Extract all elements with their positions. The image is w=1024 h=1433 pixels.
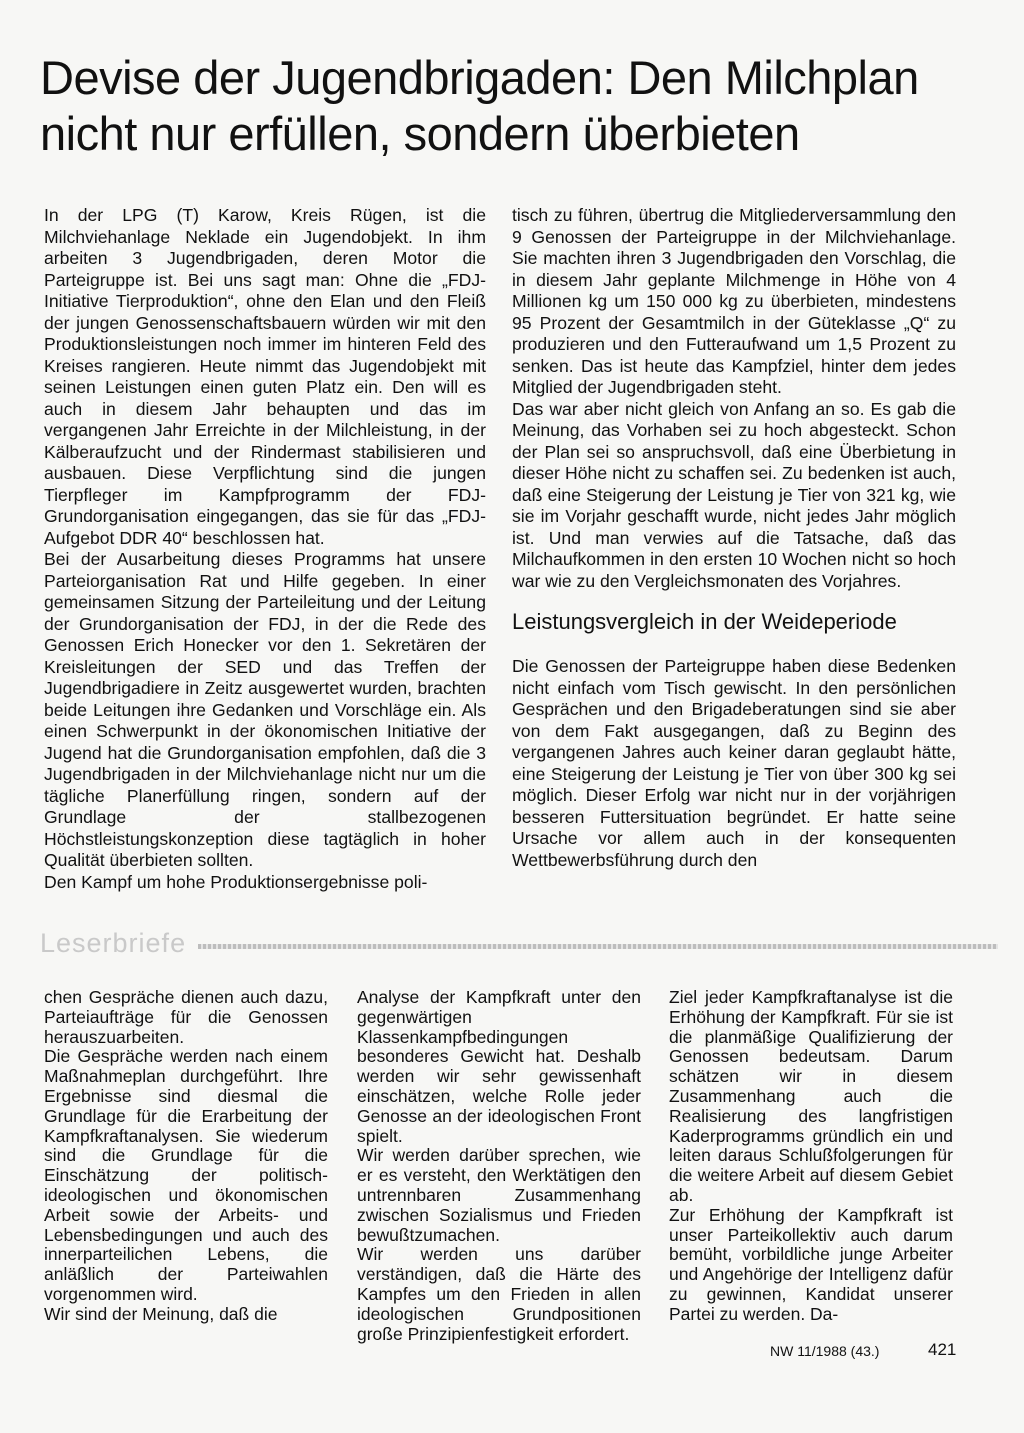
article-paragraph: In der LPG (T) Karow, Kreis Rügen, ist die Milchviehanlage Neklade ein Jugendobjekt. In ihm arbeiten 3 Jugendbrigaden, deren Motor die Parteigruppe ist. Bei uns sagt man: Ohne die „FDJ-Initiative Tierproduktion“, ohne den Elan und den Fleiß der jungen Genossenschaftsbauern würden wir mit den Produktionsleistungen noch immer im hinteren Feld des Kreises rangieren. Heute nimmt das Jugendobjekt mit seinen Leistungen einen guten Platz ein. Den will es auch in diesem Jahr behaupten und das im vergangenen Jahr Erreichte in der Milchleistung, in der Kälberaufzucht und der Rindermast stabilisieren und ausbauen. Diese Verpflichtung sind die jungen Tierpfleger im Kampfprogramm der FDJ-Grundorganisation eingegangen, das sie für das „FDJ-Aufgebot DDR 40“ beschlossen hat. — [44, 205, 486, 548]
headline-line-1: Devise der Jugendbrigaden: Den Milchplan — [40, 51, 919, 104]
section-divider — [198, 944, 998, 949]
letters-column-1 — [44, 988, 328, 1325]
headline — [40, 50, 940, 162]
issue-reference: NW 11/1988 (43.) — [770, 1343, 880, 1359]
article-paragraph: Das war aber nicht gleich von Anfang an so. Es gab die Meinung, das Vorhaben sei zu hoch abgesteckt. Schon der Plan sei so anspruchsvoll, daß eine Überbietung in dieser Höhe nicht zu schaffen sei. Zu bedenken ist auch, daß eine Steigerung der Leistung je Tier von 321 kg, wie sie im Vorjahr geschafft wurde, nicht jedes Jahr möglich ist. Und man verwies auf die Tatsache, daß das Milchaufkommen in den ersten 10 Wochen nicht so hoch war wie zu den Vergleichsmonaten des Vorjahres. — [512, 398, 956, 591]
article-paragraph: Den Kampf um hohe Produktionsergebnisse poli- — [44, 871, 428, 892]
headline-line-2: nicht nur erfüllen, sondern überbieten — [40, 107, 800, 160]
letters-column-3 — [669, 988, 953, 1325]
page-number: 421 — [928, 1340, 957, 1359]
letters-paragraph: chen Gespräche dienen auch dazu, Parteiaufträge für die Genossen herauszuarbeiten. — [44, 987, 328, 1047]
letters-paragraph: Ziel jeder Kampfkraftanalyse ist die Erhöhung der Kampfkraft. Für sie ist die planmäßige Qualifizierung der Genossen bedeutsam. Darum schätzen wir in diesem Zusammenhang auch die Realisierung des langfristigen Kaderprogramms gründlich ein und leiten daraus Schlußfolgerungen für die weitere Arbeit auf diesem Gebiet ab. — [669, 987, 953, 1205]
letters-column-2 — [357, 988, 641, 1344]
letters-paragraph: Wir sind der Meinung, daß die — [44, 1303, 278, 1324]
article-paragraph: Bei der Ausarbeitung dieses Programms hat unsere Parteiorganisation Rat und Hilfe gegeben. In einer gemeinsamen Sitzung der Parteileitung und der Leitung der Grundorganisation der FDJ, in der die Rede des Genossen Erich Honecker vor den 1. Sekretären der Kreisleitungen der SED und das Treffen der Jugendbrigadiere in Zeitz ausgewertet wurden, brachten beide Leitungen ihre Gedanken und Vorschläge ein. Als einen Schwerpunkt in der ökonomischen Initiative der Jugend hat die Grundorganisation empfohlen, daß die 3 Jugendbrigaden in der Milchviehanlage nicht nur um die tägliche Planerfüllung ringen, sondern auf der Grundlage der stallbezogenen Höchstleistungskonzeption diese tagtäglich in hoher Qualität überbieten sollten. — [44, 549, 486, 870]
section-label-leserbriefe: Leserbriefe — [40, 928, 187, 958]
letters-paragraph: Wir werden darüber sprechen, wie er es versteht, den Werktätigen den untrennbaren Zusammenhang zwischen Sozialismus und Frieden bewußtzumachen. — [357, 1145, 641, 1245]
article-column-1 — [44, 205, 486, 893]
article-paragraph: tisch zu führen, übertrug die Mitgliederversammlung den 9 Genossen der Parteigruppe in der Milchviehanlage. Sie machten ihren 3 Jugendbrigaden den Vorschlag, die in diesem Jahr geplante Milchmenge in Höhe von 4 Millionen kg um 150 000 kg zu überbieten, mindestens 95 Prozent der Gesamtmilch in der Güteklasse „Q“ zu produzieren und den Futteraufwand um 1,5 Prozent zu senken. Das ist heute das Kampfziel, hinter dem jedes Mitglied der Jugendbrigaden steht. — [512, 205, 956, 397]
article-paragraph: Die Genossen der Parteigruppe haben diese Bedenken nicht einfach vom Tisch gewischt. In den persönlichen Gesprächen und den Brigadeberatungen sind sie aber von dem Fakt ausgegangen, daß zu Beginn des vergangenen Jahres auch keiner daran geglaubt hätte, eine Steigerung der Leistung je Tier von über 300 kg sei möglich. Dieser Erfolg war nicht nur in der vorjährigen besseren Futtersituation begründet. Er hatte seine Ursache vor allem auch in der konsequenten Wettbewerbsführung durch den — [512, 656, 956, 870]
letters-paragraph: Wir werden uns darüber verständigen, daß die Härte des Kampfes um den Frieden in allen ideologischen Grundpositionen große Prinzipienfestigkeit erfordert. — [357, 1244, 641, 1344]
letters-paragraph: Zur Erhöhung der Kampfkraft ist unser Parteikollektiv auch darum bemüht, vorbildliche junge Arbeiter und Angehörige der Intelligenz dafür zu gewinnen, Kandidat unserer Partei zu werden. Da- — [669, 1204, 953, 1324]
article-subheading: Leistungsvergleich in der Weideperiode — [512, 609, 897, 634]
letters-paragraph: Analyse der Kampfkraft unter den gegenwärtigen Klassenkampfbedingungen besonderes Gewicht hat. Deshalb werden wir sehr gewissenhaft einschätzen, welche Rolle jeder Genosse an der ideologischen Front spielt. — [357, 987, 641, 1146]
letters-paragraph: Die Gespräche werden nach einem Maßnahmeplan durchgeführt. Ihre Ergebnisse sind diesmal die Grundlage für die Erarbeitung der Kampfkraftanalysen. Sie wiederum sind die Grundlage für die Einschätzung der politisch-ideologischen und ökonomischen Arbeit sowie der Arbeits- und Lebensbedingungen und auch des innerparteilichen Lebens, die anläßlich der Parteiwahlen vorgenommen wird. — [44, 1046, 328, 1304]
article-column-2 — [512, 205, 956, 871]
